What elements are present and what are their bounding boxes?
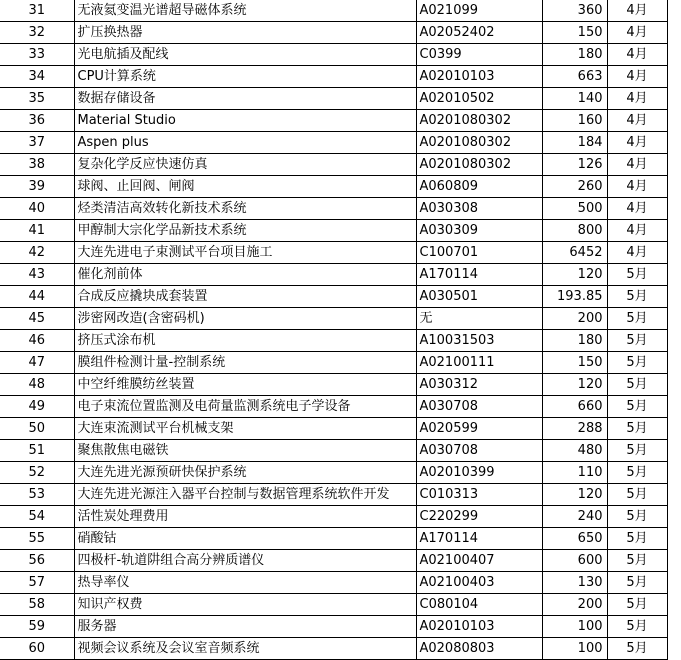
row-index: 51 <box>0 440 74 462</box>
table-row <box>0 528 667 550</box>
item-amount: 288 <box>542 418 607 440</box>
item-month: 5月 <box>607 440 667 462</box>
item-code: A030308 <box>416 198 542 220</box>
row-index: 38 <box>0 154 74 176</box>
item-month: 5月 <box>607 396 667 418</box>
item-name: 无液氦变温光谱超导磁体系统 <box>74 0 416 22</box>
item-code: C220299 <box>416 506 542 528</box>
table-row <box>0 88 667 110</box>
table-row <box>0 352 667 374</box>
table-row <box>0 638 667 660</box>
item-name: 合成反应撬块成套装置 <box>74 286 416 308</box>
table-row <box>0 550 667 572</box>
table-row <box>0 198 667 220</box>
table-row <box>0 506 667 528</box>
row-index: 58 <box>0 594 74 616</box>
item-code: A170114 <box>416 528 542 550</box>
item-amount: 360 <box>542 0 607 22</box>
item-month: 5月 <box>607 594 667 616</box>
item-code: A0201080302 <box>416 110 542 132</box>
item-amount: 660 <box>542 396 607 418</box>
table-row <box>0 220 667 242</box>
row-index: 57 <box>0 572 74 594</box>
item-amount: 150 <box>542 22 607 44</box>
item-name: 大连束流测试平台机械支架 <box>74 418 416 440</box>
item-code: 无 <box>416 308 542 330</box>
item-name: 热导率仪 <box>74 572 416 594</box>
item-amount: 110 <box>542 462 607 484</box>
table-row <box>0 594 667 616</box>
row-index: 41 <box>0 220 74 242</box>
item-name: 服务器 <box>74 616 416 638</box>
row-index: 56 <box>0 550 74 572</box>
item-amount: 663 <box>542 66 607 88</box>
item-amount: 500 <box>542 198 607 220</box>
item-amount: 100 <box>542 616 607 638</box>
row-index: 43 <box>0 264 74 286</box>
row-index: 53 <box>0 484 74 506</box>
item-name: 挤压式涂布机 <box>74 330 416 352</box>
item-name: 四极杆-轨道阱组合高分辨质谱仪 <box>74 550 416 572</box>
item-name: 数据存储设备 <box>74 88 416 110</box>
item-amount: 180 <box>542 330 607 352</box>
item-name: 硝酸钴 <box>74 528 416 550</box>
table-row <box>0 44 667 66</box>
item-name: 大连先进光源注入器平台控制与数据管理系统软件开发 <box>74 484 416 506</box>
item-month: 4月 <box>607 220 667 242</box>
table-row <box>0 110 667 132</box>
row-index: 35 <box>0 88 74 110</box>
table-row <box>0 308 667 330</box>
item-amount: 480 <box>542 440 607 462</box>
item-code: C010313 <box>416 484 542 506</box>
row-index: 46 <box>0 330 74 352</box>
item-code: A02100111 <box>416 352 542 374</box>
item-month: 4月 <box>607 176 667 198</box>
item-name: Aspen plus <box>74 132 416 154</box>
item-month: 4月 <box>607 0 667 22</box>
item-code: A10031503 <box>416 330 542 352</box>
item-name: Material Studio <box>74 110 416 132</box>
row-index: 47 <box>0 352 74 374</box>
table-row <box>0 132 667 154</box>
item-month: 5月 <box>607 550 667 572</box>
item-month: 5月 <box>607 484 667 506</box>
item-amount: 800 <box>542 220 607 242</box>
item-month: 5月 <box>607 528 667 550</box>
item-name: 聚焦散焦电磁铁 <box>74 440 416 462</box>
row-index: 52 <box>0 462 74 484</box>
table-row <box>0 176 667 198</box>
item-month: 5月 <box>607 286 667 308</box>
table-row <box>0 462 667 484</box>
item-name: 大连先进光源预研快保护系统 <box>74 462 416 484</box>
row-index: 44 <box>0 286 74 308</box>
table-row <box>0 616 667 638</box>
item-name: 涉密网改造(含密码机) <box>74 308 416 330</box>
item-code: A0201080302 <box>416 132 542 154</box>
item-month: 4月 <box>607 22 667 44</box>
item-code: A02010399 <box>416 462 542 484</box>
item-name: 视频会议系统及会议室音频系统 <box>74 638 416 660</box>
item-name: 球阀、止回阀、闸阀 <box>74 176 416 198</box>
table-row <box>0 264 667 286</box>
item-amount: 120 <box>542 264 607 286</box>
item-month: 4月 <box>607 154 667 176</box>
item-amount: 650 <box>542 528 607 550</box>
table-row <box>0 440 667 462</box>
item-code: C080104 <box>416 594 542 616</box>
item-code: A021099 <box>416 0 542 22</box>
item-code: A02080803 <box>416 638 542 660</box>
item-name: 甲醇制大宗化学品新技术系统 <box>74 220 416 242</box>
item-name: 电子束流位置监测及电荷量监测系统电子学设备 <box>74 396 416 418</box>
table-row <box>0 0 667 22</box>
item-amount: 160 <box>542 110 607 132</box>
item-code: A02100407 <box>416 550 542 572</box>
item-code: A02010103 <box>416 66 542 88</box>
row-index: 37 <box>0 132 74 154</box>
item-amount: 150 <box>542 352 607 374</box>
item-code: A02010502 <box>416 88 542 110</box>
item-month: 4月 <box>607 242 667 264</box>
item-month: 5月 <box>607 308 667 330</box>
item-month: 5月 <box>607 462 667 484</box>
item-amount: 184 <box>542 132 607 154</box>
row-index: 31 <box>0 0 74 22</box>
item-amount: 200 <box>542 594 607 616</box>
item-amount: 126 <box>542 154 607 176</box>
item-month: 5月 <box>607 506 667 528</box>
item-month: 5月 <box>607 616 667 638</box>
row-index: 50 <box>0 418 74 440</box>
item-code: A02100403 <box>416 572 542 594</box>
item-code: A060809 <box>416 176 542 198</box>
row-index: 42 <box>0 242 74 264</box>
item-name: 膜组件检测计量-控制系统 <box>74 352 416 374</box>
row-index: 33 <box>0 44 74 66</box>
item-code: A030708 <box>416 396 542 418</box>
item-amount: 140 <box>542 88 607 110</box>
item-month: 5月 <box>607 638 667 660</box>
item-name: 催化剂前体 <box>74 264 416 286</box>
item-amount: 200 <box>542 308 607 330</box>
row-index: 32 <box>0 22 74 44</box>
item-name: CPU计算系统 <box>74 66 416 88</box>
table-row <box>0 22 667 44</box>
row-index: 60 <box>0 638 74 660</box>
item-month: 5月 <box>607 352 667 374</box>
item-month: 4月 <box>607 132 667 154</box>
table-row <box>0 154 667 176</box>
row-index: 39 <box>0 176 74 198</box>
table-row <box>0 330 667 352</box>
table-row <box>0 242 667 264</box>
item-name: 大连先进电子束测试平台项目施工 <box>74 242 416 264</box>
item-code: C100701 <box>416 242 542 264</box>
table-row <box>0 286 667 308</box>
item-month: 5月 <box>607 572 667 594</box>
item-month: 4月 <box>607 44 667 66</box>
row-index: 49 <box>0 396 74 418</box>
item-amount: 100 <box>542 638 607 660</box>
item-name: 活性炭处理费用 <box>74 506 416 528</box>
item-name: 知识产权费 <box>74 594 416 616</box>
item-month: 4月 <box>607 110 667 132</box>
item-amount: 130 <box>542 572 607 594</box>
item-month: 4月 <box>607 88 667 110</box>
item-amount: 260 <box>542 176 607 198</box>
row-index: 59 <box>0 616 74 638</box>
item-amount: 6452 <box>542 242 607 264</box>
item-amount: 193.85 <box>542 286 607 308</box>
item-code: A030312 <box>416 374 542 396</box>
row-index: 54 <box>0 506 74 528</box>
table-row <box>0 374 667 396</box>
item-code: A170114 <box>416 264 542 286</box>
item-month: 4月 <box>607 66 667 88</box>
item-code: A030708 <box>416 440 542 462</box>
item-code: A0201080302 <box>416 154 542 176</box>
item-name: 扩压换热器 <box>74 22 416 44</box>
row-index: 48 <box>0 374 74 396</box>
item-code: A02010103 <box>416 616 542 638</box>
table-row <box>0 396 667 418</box>
item-month: 5月 <box>607 418 667 440</box>
item-code: A020599 <box>416 418 542 440</box>
row-index: 36 <box>0 110 74 132</box>
item-name: 复杂化学反应快速仿真 <box>74 154 416 176</box>
table-row <box>0 418 667 440</box>
item-code: A030501 <box>416 286 542 308</box>
item-code: A02052402 <box>416 22 542 44</box>
item-month: 4月 <box>607 198 667 220</box>
item-amount: 120 <box>542 374 607 396</box>
item-code: C0399 <box>416 44 542 66</box>
item-code: A030309 <box>416 220 542 242</box>
row-index: 45 <box>0 308 74 330</box>
item-name: 烃类清洁高效转化新技术系统 <box>74 198 416 220</box>
item-month: 5月 <box>607 374 667 396</box>
table-row <box>0 66 667 88</box>
item-month: 5月 <box>607 264 667 286</box>
item-amount: 180 <box>542 44 607 66</box>
row-index: 55 <box>0 528 74 550</box>
item-amount: 240 <box>542 506 607 528</box>
item-amount: 600 <box>542 550 607 572</box>
row-index: 34 <box>0 66 74 88</box>
item-amount: 120 <box>542 484 607 506</box>
item-name: 中空纤维膜纺丝装置 <box>74 374 416 396</box>
row-index: 40 <box>0 198 74 220</box>
table-row <box>0 484 667 506</box>
item-month: 5月 <box>607 330 667 352</box>
item-name: 光电航插及配线 <box>74 44 416 66</box>
table-row <box>0 572 667 594</box>
